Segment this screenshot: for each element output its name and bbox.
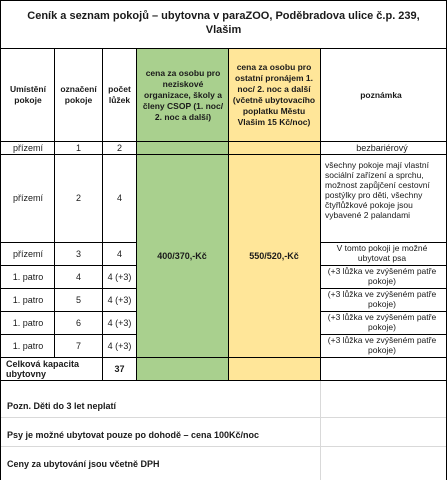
price-other-value: 550/520,-Kč [249, 250, 299, 261]
row1-note: bezbariérový [356, 142, 408, 153]
table-border [320, 265, 447, 266]
table-border [0, 154, 447, 155]
row1-beds: 2 [116, 142, 122, 153]
table-border [228, 48, 229, 381]
capacity-value: 37 [114, 363, 125, 374]
footnote-dogs: Psy je možné ubytovat pouze po dohodě – cena 100Kč/noc [7, 429, 260, 440]
row1-location: přízemí [12, 142, 43, 153]
row6-room: 6 [75, 317, 81, 328]
grid-line [0, 446, 447, 447]
table-border [102, 48, 103, 381]
row7-location: 1. patro [12, 340, 44, 351]
row4-location: 1. patro [12, 271, 44, 282]
table-border [320, 48, 321, 381]
row7-room: 7 [75, 340, 81, 351]
row7-beds: 4 (+3) [107, 340, 132, 351]
row2-note: všechny pokoje mají vlastní sociální zařízení a sprchu, možnost zapůjčení cestovní postýlky pro děti, všechny čtyřlůžkové pokoje jsou vybavené 2 palandami [325, 160, 430, 220]
row4-note: (+3 lůžka ve zvýšeném patře pokoje) [327, 266, 437, 286]
header-note: poznámka [360, 89, 402, 100]
header-room-id: označení pokoje [60, 84, 97, 105]
row3-beds: 4 [116, 248, 122, 259]
row4-beds: 4 (+3) [107, 271, 132, 282]
header-beds: počet lůžek [108, 84, 131, 105]
table-border [0, 334, 136, 335]
page-title: Ceník a seznam pokojů – ubytovna v paraZOO, Poděbradova ulice č.p. 239, Vlašim [27, 10, 420, 36]
table-border [320, 334, 447, 335]
row5-note: (+3 lůžka ve zvýšeném patře pokoje) [327, 289, 437, 309]
row6-location: 1. patro [12, 317, 44, 328]
row5-room: 5 [75, 294, 81, 305]
footnote-children: Pozn. Děti do 3 let neplatí [7, 400, 117, 411]
table-border [320, 288, 447, 289]
table-border [0, 265, 136, 266]
table-border [54, 48, 55, 358]
row3-location: přízemí [12, 248, 43, 259]
table-border [0, 0, 447, 1]
grid-line [0, 417, 447, 418]
row7-note: (+3 lůžka ve zvýšeném patře pokoje) [327, 335, 437, 355]
row2-beds: 4 [116, 193, 122, 203]
capacity-label: Celková kapacita ubytovny [6, 359, 80, 379]
table-border [320, 311, 447, 312]
row2-room: 2 [75, 193, 81, 203]
row1-room: 1 [75, 142, 81, 153]
grid-line [320, 381, 321, 480]
table-border [0, 141, 447, 142]
row4-room: 4 [75, 271, 81, 282]
header-location: Umístění pokoje [10, 84, 46, 105]
row5-beds: 4 (+3) [107, 294, 132, 305]
row6-note: (+3 lůžka ve zvýšeném patře pokoje) [327, 312, 437, 332]
row5-location: 1. patro [12, 294, 44, 305]
header-price-ngo: cena za osobu pro neziskové organizace, školy a členy CSOP (1. noc/ 2. noc a další) [142, 67, 224, 122]
table-border [0, 48, 447, 49]
table-border [0, 0, 1, 480]
table-border [0, 380, 447, 381]
price-ngo-value: 400/370,-Kč [157, 250, 207, 261]
table-border [0, 311, 136, 312]
table-border [0, 288, 136, 289]
table-border [0, 242, 136, 243]
header-price-other: cena za osobu pro ostatní pronájem 1. noc/ 2. noc a další (včetně ubytovacího poplatku Městu Vlašim 15 Kč/noc) [232, 62, 316, 127]
table-border [320, 242, 447, 243]
row3-room: 3 [75, 248, 81, 259]
row3-note: V tomto pokoji je možné ubytovat psa [336, 243, 428, 263]
row6-beds: 4 (+3) [107, 317, 132, 328]
table-border [136, 48, 137, 381]
row2-location: přízemí [12, 193, 43, 203]
footnote-vat: Ceny za ubytování jsou včetně DPH [7, 458, 160, 469]
table-border [0, 357, 447, 358]
